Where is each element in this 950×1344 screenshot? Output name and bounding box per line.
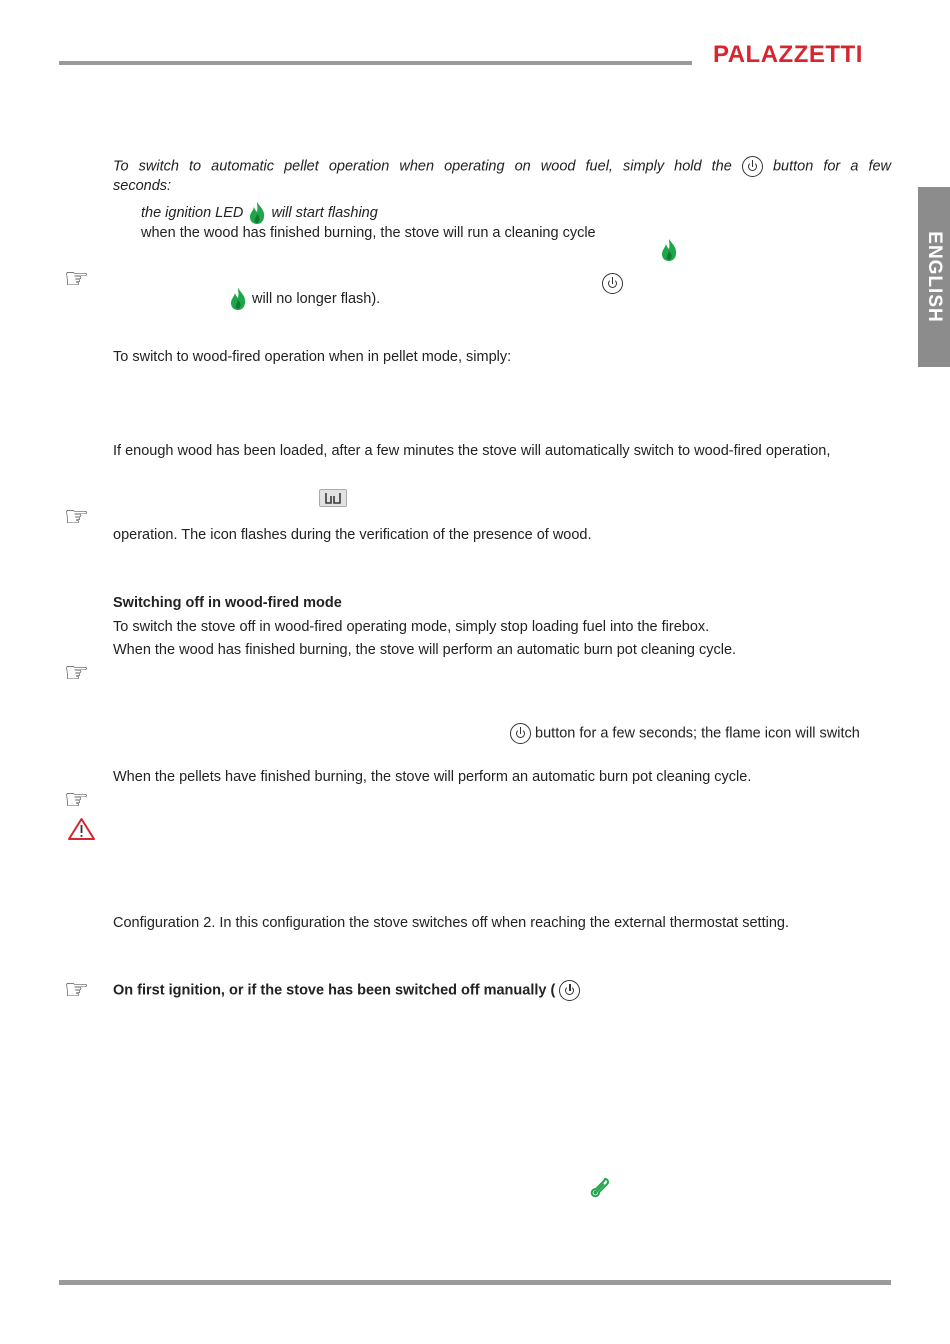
footer-rule	[59, 1280, 891, 1285]
flame-icon	[247, 201, 267, 225]
power-button-icon	[559, 980, 580, 1001]
power-button-icon	[602, 273, 623, 294]
pointing-hand-icon: ☞	[64, 783, 90, 816]
flame-icon	[659, 238, 679, 262]
wood-mode-icon	[319, 489, 347, 507]
switching-off-heading: Switching off in wood-fired mode	[113, 595, 342, 611]
thermometer-icon	[588, 1176, 612, 1200]
pointing-hand-icon: ☞	[64, 262, 90, 295]
cleaning-cycle-text: when the wood has finished burning, the stove will run a cleaning cycle	[141, 225, 596, 241]
switch-wood-text: To switch to wood-fired operation when in pellet mode, simply:	[113, 349, 512, 365]
no-longer-flash-text: will no longer flash).	[252, 290, 381, 307]
ignition-led-text-a: the ignition LED	[141, 204, 244, 221]
seconds-text: seconds:	[113, 178, 172, 194]
pointing-hand-icon: ☞	[64, 500, 90, 533]
warning-triangle-icon	[67, 817, 96, 841]
power-button-icon	[510, 723, 531, 744]
flame-icon	[228, 287, 248, 311]
button-seconds-line	[510, 723, 860, 744]
pointing-hand-icon: ☞	[64, 656, 90, 689]
language-tab-label: ENGLISH	[924, 231, 945, 323]
enough-wood-text: If enough wood has been loaded, after a few minutes the stove will automatically switch to wood-fired operation,	[113, 443, 831, 459]
auto-pellet-line	[113, 156, 891, 177]
pointing-hand-icon: ☞	[64, 973, 90, 1006]
first-ignition-line	[113, 980, 580, 1001]
switch-off-text-2: When the wood has finished burning, the stove will perform an automatic burn pot cleaning cycle.	[113, 642, 737, 658]
icon-flashes-text: operation. The icon flashes during the verification of the presence of wood.	[113, 527, 592, 543]
ignition-led-text-b: will start flashing	[271, 204, 378, 221]
first-ignition-text: On first ignition, or if the stove has been switched off manually (	[113, 982, 556, 999]
brand-logo: PALAZZETTI	[713, 41, 863, 68]
auto-pellet-text-b: button for a few	[772, 158, 892, 175]
language-tab	[918, 187, 950, 367]
header-rule	[59, 61, 692, 65]
ignition-led-line	[141, 201, 378, 225]
switch-off-text-1: To switch the stove off in wood-fired operating mode, simply stop loading fuel into the firebox.	[113, 619, 710, 635]
auto-pellet-text-a: To switch to automatic pellet operation when operating on wood fuel, simply hold the	[113, 158, 732, 175]
power-button-icon	[742, 156, 763, 177]
config2-text: Configuration 2. In this configuration the stove switches off when reaching the external thermostat setting.	[113, 915, 789, 931]
no-longer-flash-line	[228, 287, 380, 311]
button-seconds-text: button for a few seconds; the flame icon will switch	[535, 725, 860, 742]
pellets-finished-text: When the pellets have finished burning, the stove will perform an automatic burn pot cleaning cycle.	[113, 769, 752, 785]
